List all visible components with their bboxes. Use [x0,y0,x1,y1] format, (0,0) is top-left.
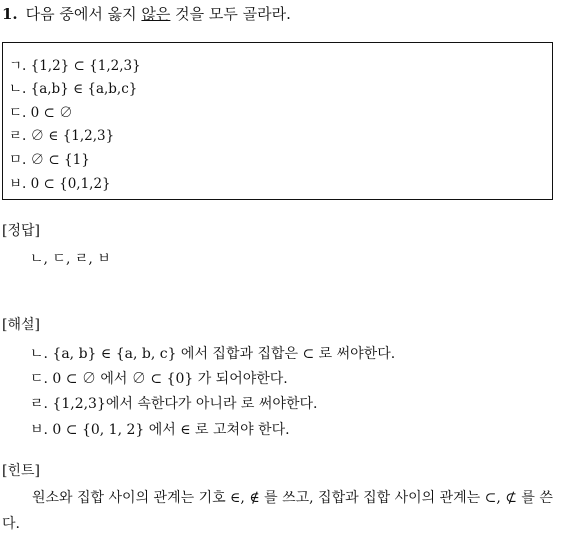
explanation-line: ㄴ. {a, b} ∈ {a, b, c} 에서 집합과 집합은 ⊂ 로 써야한다. [30,346,396,362]
explanation-line: ㅂ. 0 ⊂ {0, 1, 2} 에서 ∈ 로 고쳐야 한다. [30,422,290,438]
answer-text: ㄴ, ㄷ, ㄹ, ㅂ [30,251,111,267]
choice-item: ㄹ. ∅ ∈ {1,2,3} [9,128,115,144]
question-text-after: 것을 모두 골라라. [170,5,291,23]
question-text-before: 다음 중에서 옳지 [25,5,142,23]
choice-item: ㅂ. 0 ⊂ {0,1,2} [9,176,111,192]
question-underlined: 않은 [141,5,171,23]
choice-item: ㄴ. {a,b} ∈ {a,b,c} [9,81,138,97]
hint-text: 원소와 집합 사이의 관계는 기호 ∈, ∉ 를 쓰고, 집합과 집합 사이의 관계는 ⊂, ⊄ 를 쓴다. [2,490,553,532]
explanation-line: ㄷ. 0 ⊂ ∅ 에서 ∅ ⊂ {0} 가 되어야한다. [30,371,288,387]
answer-heading: [정답] [2,223,40,239]
question [2,3,291,24]
choices-box [2,42,553,200]
hint-heading: [힌트] [2,463,40,479]
explanation-line: ㄹ. {1,2,3}에서 속한다가 아니라 로 써야한다. [30,396,318,412]
choice-item: ㅁ. ∅ ⊂ {1} [9,152,90,168]
choice-item: ㄱ. {1,2} ⊂ {1,2,3} [9,58,141,74]
question-number: 1. [2,5,18,23]
explanation-heading: [해설] [2,317,40,333]
choice-item: ㄷ. 0 ⊂ ∅ [9,105,73,121]
